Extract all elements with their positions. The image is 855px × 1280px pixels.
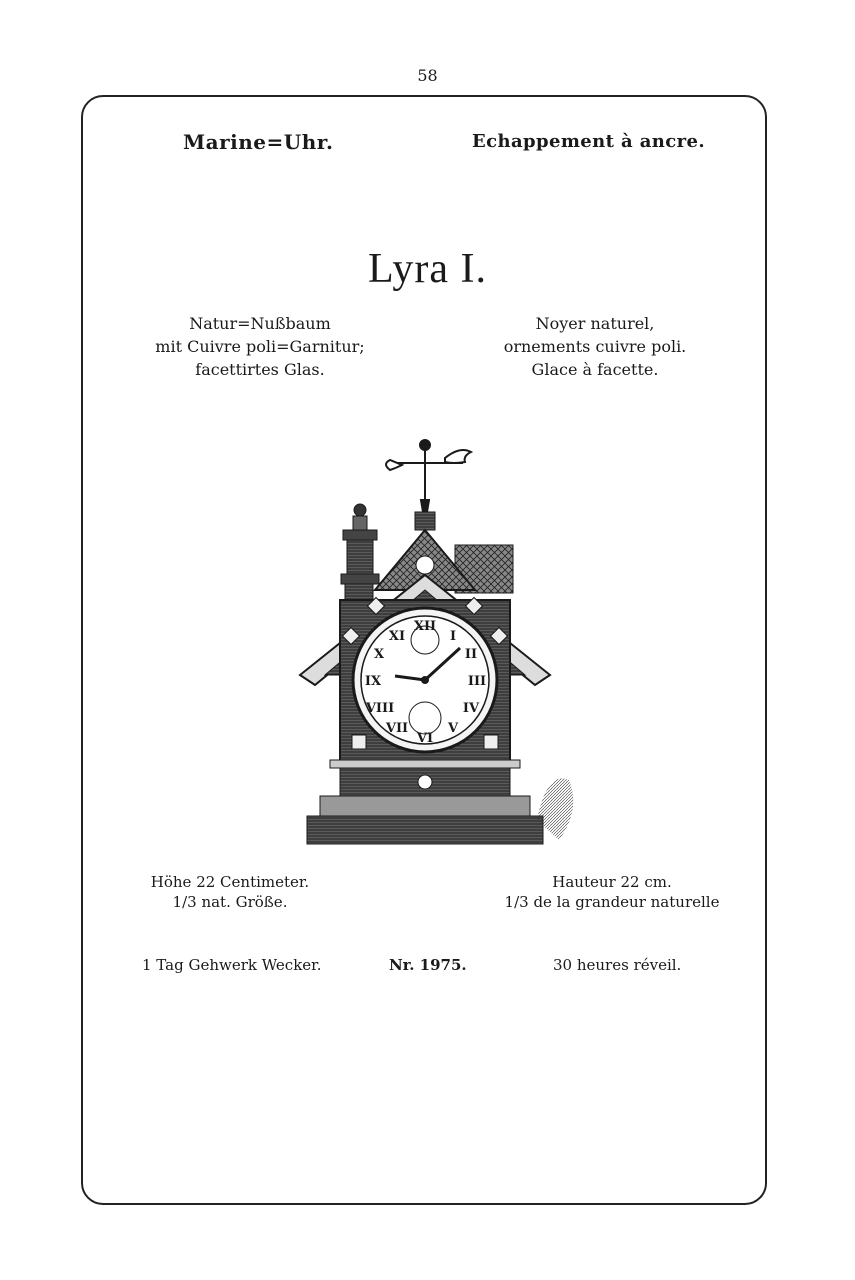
svg-text:VIII: VIII [365,701,395,716]
description-german-line: mit Cuivre poli=Garnitur; [155,337,365,356]
svg-text:V: V [447,721,459,736]
movement-french: 30 heures réveil. [553,956,682,974]
svg-text:III: III [467,674,487,689]
svg-text:X: X [373,647,385,662]
header-title-french: Echappement à ancre. [472,131,706,152]
svg-text:I: I [449,629,457,644]
dimensions-french-line: 1/3 de la grandeur naturelle [504,893,720,911]
description-french-line: Noyer naturel, [535,314,655,333]
svg-text:XI: XI [388,629,406,644]
clock-illustration [295,430,595,860]
description-french-line: ornements cuivre poli. [503,337,687,356]
dimensions-german-line: Höhe 22 Centimeter. [150,873,310,891]
description-german [130,312,390,381]
catalog-number: Nr. 1975. [389,956,467,974]
movement-german: 1 Tag Gehwerk Wecker. [142,956,322,974]
dimensions-german-line: 1/3 nat. Größe. [172,893,288,911]
svg-text:VI: VI [416,731,434,746]
description-french [465,312,725,381]
description-french-line: Glace à facette. [531,360,659,379]
svg-text:VII: VII [385,721,409,736]
clock-dial [353,608,497,752]
dimensions-french-line: Hauteur 22 cm. [552,873,672,891]
description-german-line: facettirtes Glas. [195,360,325,379]
svg-text:IV: IV [462,701,480,716]
svg-text:IX: IX [364,674,382,689]
svg-text:II: II [464,647,478,662]
dimensions-german [140,872,320,912]
page-number: 58 [417,66,438,85]
header-title-german: Marine=Uhr. [183,130,334,154]
svg-text:XII: XII [413,619,437,634]
model-title: Lyra I. [368,246,487,292]
weathervane [386,440,471,512]
description-german-line: Natur=Nußbaum [189,314,331,333]
dimensions-french [496,872,728,912]
